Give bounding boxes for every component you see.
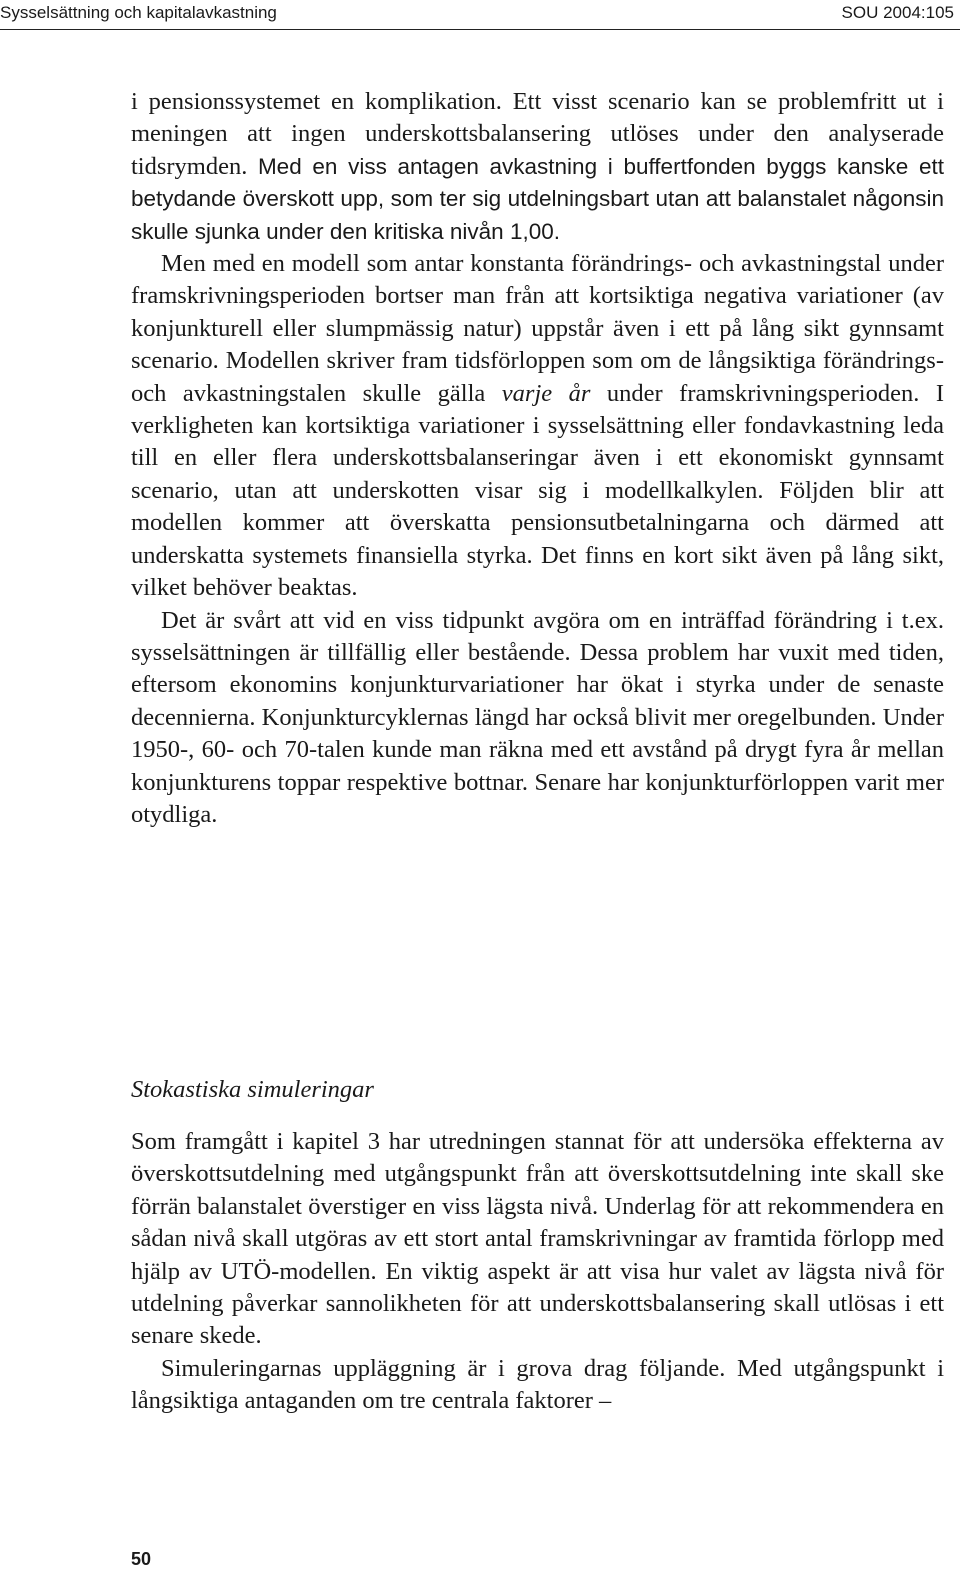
header-chapter-title: Sysselsättning och kapitalavkastning [0,3,277,22]
header-report-id: SOU 2004:105 [841,3,954,22]
paragraph-2-emphasis: varje år [501,379,591,407]
header-divider [0,29,960,30]
paragraph-2-text-b: under framskrivningsperioden. I verkligheten kan kortsiktiga variationer i sysselsättning eller fondavkastning leda till en eller flera underskottsbalanseringar även i ett ekonomiskt gynnsamt scenario, utan att underskotten visar sig i modellkalkylen. Följden blir att modellen kommer att överskatta pensionsutbetalningarna och därmed att underskatta systemets finansiella styrka. Det finns en kort sikt även på lång sikt, vilket behöver beaktas. [131,379,945,602]
paragraph-2-text-a: Men med en modell som antar konstanta förändrings- och avkastningstal under framskrivningsperioden bortser man från att kortsiktiga negativa variationer (av konjunkturell eller slumpmässig natur) uppstår även i ett på lång sikt gynnsamt scenario. Modellen skriver fram tidsförloppen som om de långsiktiga förändrings- och avkastningstalen skulle gälla [131,250,944,407]
page-number: 50 [131,1549,152,1569]
paragraph-1-sans: Med en viss antagen avkastning i buffertfonden byggs kanske ett betydande överskott upp, som ter sig utdelningsbart utan att balanstalet någonsin skulle sjunka under den kritiska nivån 1,00. [131,153,945,244]
paragraph-3: Det är svårt att vid en viss tidpunkt avgöra om en inträffad förändring i t.ex. sysselsättningen är tillfällig eller bestående. Dessa problem har vuxit med tiden, eftersom ekonomins konjunkturvariationer har ökat i styrka under de senaste decennierna. Konjunkturcyklernas längd har också blivit mer oregelbunden. Under 1950-, 60- och 70-talen kunde man räkna med ett avstånd på drygt fyra år mellan konjunkturens toppar respektive bottnar. Senare har konjunkturförloppen varit mer otydliga. [131,606,944,828]
main-text [131,86,944,831]
paragraph-4: Som framgått i kapitel 3 har utredningen stannat för att undersöka effekterna av överskottsutdelning med utgångspunkt från att överskottsutdelning inte skall ske förrän balanstalet överstiger en viss lägsta nivå. Underlag för att rekommendera en sådan nivå skall utgöras av ett stort antal framskrivningar av framtida förlopp med hjälp av UTÖ-modellen. En viktig aspekt är att visa hur valet av lägsta nivå för utdelning påverkar sannolikheten för att underskottsbalansering skall utlösas i ett senare skede. [131,1128,944,1350]
paragraph-1 [131,86,944,248]
section-text [131,1126,944,1418]
paragraph-1-serif: i pensionssystemet en komplikation. Ett visst scenario kan se problemfritt ut i meningen att ingen underskottsbalansering utlöses under den analyserade tidsrymden. [131,88,944,180]
paragraph-2 [131,248,944,604]
section-heading: Stokastiska simuleringar [131,1076,374,1103]
paragraph-5: Simuleringarnas uppläggning är i grova drag följande. Med utgångspunkt i långsiktiga antaganden om tre centrala faktorer – [131,1354,944,1415]
